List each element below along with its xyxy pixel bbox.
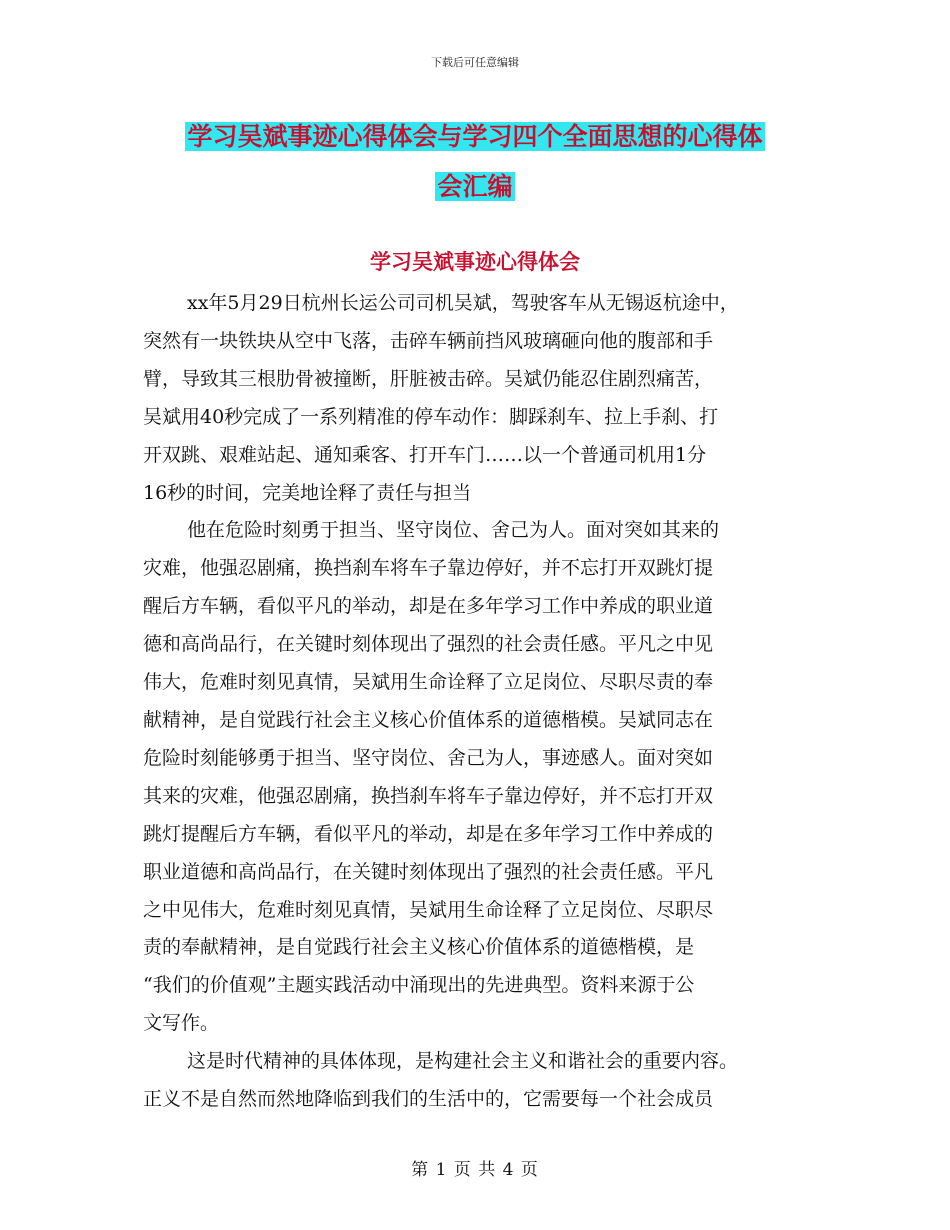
page-footer: 第 1 页 共 4 页 [411,1160,539,1180]
page-header: 下载后可任意编辑 [431,56,519,69]
title-line-2: 会汇编 [437,172,513,201]
text-line: 跳灯提醒后方车辆，看似平凡的举动，却是在多年学习工作中养成的 [143,822,714,845]
text-line: 这是时代精神的具体体现，是构建社会主义和谐社会的重要内容。 [187,1050,739,1073]
document-title [0,112,950,212]
text-line: “我们的价值观”主题实践活动中涌现出的先进典型。资料来源于公 [143,974,695,997]
text-line: 开双跳、艰难站起、通知乘客、打开车门……以一个普通司机用1分 [143,443,707,466]
text-line: 德和高尚品行，在关键时刻体现出了强烈的社会责任感。平凡之中见 [143,633,714,656]
section-heading: 学习吴斌事迹心得体会 [370,249,580,274]
text-line: 16秒的时间，完美地诠释了责任与担当 [143,481,472,504]
text-line: 正义不是自然而然地降临到我们的生活中的，它需要每一个社会成员 [143,1088,714,1111]
text-line: 责的奉献精神，是自觉践行社会主义核心价值体系的道德楷模，是 [143,936,695,959]
text-line: 吴斌用40秒完成了一系列精准的停车动作：脚踩刹车、拉上手刹、打 [143,405,719,428]
text-line: 其来的灾难，他强忍剧痛，换挡刹车将车子靠边停好，并不忘打开双 [143,784,714,807]
text-line: 职业道德和高尚品行，在关键时刻体现出了强烈的社会责任感。平凡 [143,860,714,883]
text-line: 之中见伟大，危难时刻见真情，吴斌用生命诠释了立足岗位、尽职尽 [143,898,714,921]
text-line: 突然有一块铁块从空中飞落，击碎车辆前挡风玻璃砸向他的腹部和手 [143,329,714,352]
text-line: 伟大，危难时刻见真情，吴斌用生命诠释了立足岗位、尽职尽责的奉 [143,671,714,694]
text-line: 献精神，是自觉践行社会主义核心价值体系的道德楷模。吴斌同志在 [143,708,714,731]
body-text [143,285,823,1119]
text-line: xx年5月29日杭州长运公司司机吴斌，驾驶客车从无锡返杭途中， [187,292,739,314]
text-line: 醒后方车辆，看似平凡的举动，却是在多年学习工作中养成的职业道 [143,595,714,618]
text-line: 臂，导致其三根肋骨被撞断，肝脏被击碎。吴斌仍能忍住剧烈痛苦， [143,367,714,390]
text-line: 危险时刻能够勇于担当、坚守岗位、舍己为人，事迹感人。面对突如 [143,746,714,769]
title-line-1: 学习吴斌事迹心得体会与学习四个全面思想的心得体 [187,122,763,151]
text-line: 他在危险时刻勇于担当、坚守岗位、舍己为人。面对突如其来的 [187,519,720,542]
text-line: 灾难，他强忍剧痛，换挡刹车将车子靠边停好，并不忘打开双跳灯提 [143,557,714,580]
text-line: 文写作。 [143,1012,220,1035]
